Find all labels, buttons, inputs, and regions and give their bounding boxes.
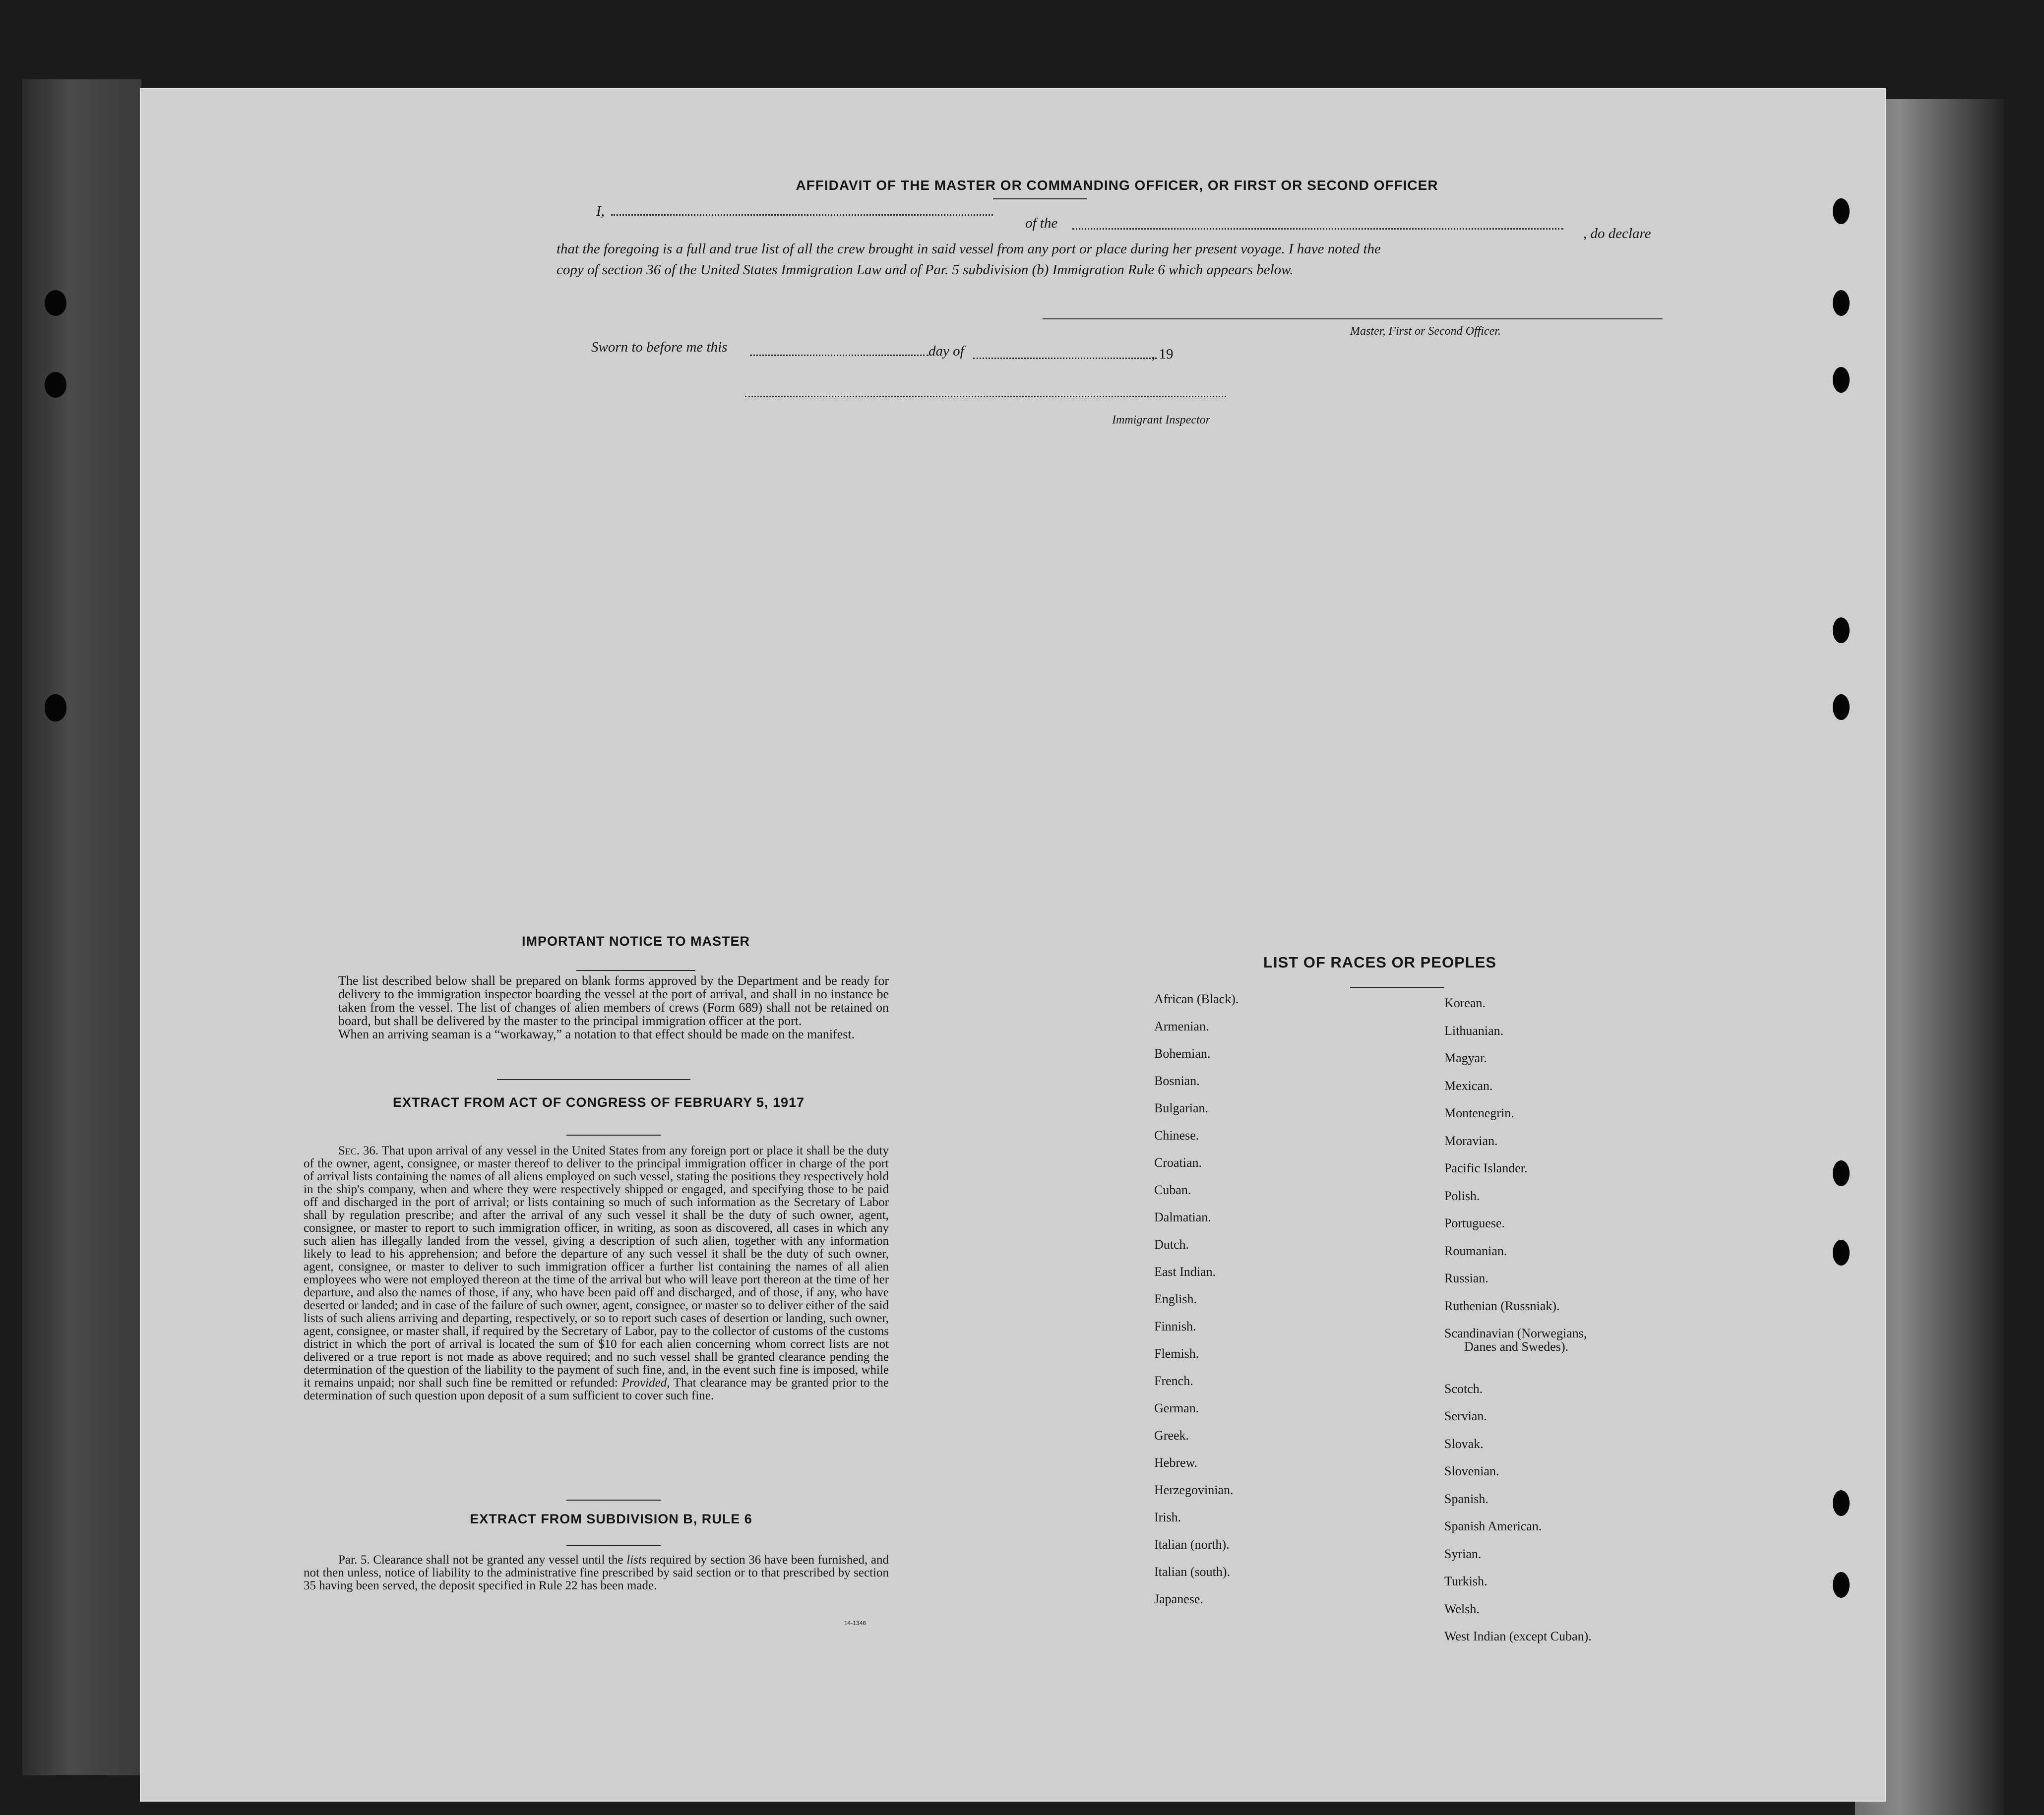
race-item: Bosnian. [1154, 1074, 1200, 1088]
sworn-prefix: Sworn to before me this [591, 339, 728, 355]
section-divider [566, 1500, 661, 1501]
binder-hole [45, 290, 66, 316]
races-title-rule [1350, 987, 1444, 988]
race-item: African (Black). [1154, 992, 1239, 1006]
notice-title-rule [576, 970, 695, 971]
races-title: LIST OF RACES OR PEOPLES [1263, 954, 1497, 971]
race-item: Portuguese. [1444, 1216, 1505, 1230]
binder-hole [1833, 617, 1850, 643]
affidavit-of-the-label: of the [1025, 215, 1058, 231]
extract-act-rule [566, 1135, 661, 1136]
extract-rule-rule [566, 1545, 661, 1546]
race-item: Magyar. [1444, 1051, 1487, 1065]
binder-spine-left [22, 79, 141, 1775]
notice-title: IMPORTANT NOTICE TO MASTER [522, 934, 750, 949]
binder-hole [1833, 1160, 1850, 1186]
race-item: Scotch. [1444, 1381, 1483, 1396]
race-item: Spanish. [1444, 1491, 1488, 1506]
race-item: Dutch. [1154, 1237, 1189, 1252]
race-item: Flemish. [1154, 1346, 1199, 1361]
binder-hole [1833, 198, 1850, 224]
section-divider [497, 1079, 690, 1080]
rule-lists-word: lists [626, 1553, 647, 1567]
race-item: Pacific Islander. [1444, 1161, 1528, 1175]
inspector-label: Immigrant Inspector [1112, 414, 1210, 426]
affidavit-sentence-2: copy of section 36 of the United States Immigration Law and of Par. 5 subdivision (b) Immigration Rule 6 which appears below. [557, 262, 1294, 278]
affidavit-declare-label: , do declare [1583, 226, 1651, 242]
race-item: Syrian. [1444, 1546, 1482, 1561]
race-item: Polish. [1444, 1188, 1480, 1203]
binder-hole [45, 696, 66, 722]
affidavit-title-rule [993, 198, 1087, 199]
race-item: Croatian. [1154, 1155, 1202, 1170]
race-item: Spanish American. [1444, 1519, 1542, 1533]
race-item: Irish. [1154, 1510, 1181, 1524]
notice-body [304, 974, 889, 1041]
race-item: Moravian. [1444, 1133, 1498, 1148]
sworn-month-blank [973, 358, 1157, 359]
affidavit-i-label: I, [596, 203, 605, 219]
affidavit-title: AFFIDAVIT OF THE MASTER OR COMMANDING OFFICER, OR FIRST OR SECOND OFFICER [796, 178, 1438, 193]
race-item: Russian. [1444, 1271, 1488, 1285]
binder-hole [1833, 694, 1850, 720]
sworn-day-of: day of [929, 343, 964, 359]
extract-act-title: EXTRACT FROM ACT OF CONGRESS OF FEBRUARY 5, 1917 [392, 1095, 805, 1110]
rule-text-b: required by section 36 have been furnished, and not then unless, notice of liability to the administrative fine prescribed by said section or to that prescribed by section 35 having been served, the deposit specified in Rule 22 has been made. [304, 1553, 889, 1592]
race-item: Korean. [1444, 996, 1486, 1010]
binder-hole [45, 372, 66, 398]
extract-act-body [304, 1145, 889, 1402]
extract-rule-body [304, 1554, 889, 1592]
race-item: Roumanian. [1444, 1243, 1507, 1258]
binder-hole [1833, 290, 1850, 316]
race-item: Slovak. [1444, 1436, 1484, 1451]
race-item: Bulgarian. [1154, 1101, 1209, 1115]
race-item: German. [1154, 1401, 1199, 1415]
race-item: Dalmatian. [1154, 1210, 1211, 1224]
master-signature-line [1043, 318, 1663, 319]
race-item: Italian (north). [1154, 1537, 1230, 1552]
affidavit-name-blank [611, 214, 993, 216]
proviso-label: Provided, [621, 1376, 670, 1390]
race-item: English. [1154, 1292, 1197, 1306]
race-item: East Indian. [1154, 1265, 1216, 1279]
race-item: Armenian. [1154, 1019, 1209, 1033]
race-item: Italian (south). [1154, 1565, 1231, 1579]
master-signature-label: Master, First or Second Officer. [1350, 325, 1501, 338]
race-item: Cuban. [1154, 1183, 1191, 1197]
race-item: Hebrew. [1154, 1455, 1198, 1470]
section-36-text: That upon arrival of any vessel in the United States from any foreign port or place it shall be the duty of the owner, agent, consignee, or master thereof to deliver to the principal immigration officer in charge of the port of arrival lists containing the names of all aliens employed on such vessel, stating the positions they respectively hold in the ship's company, when and where they were respectively shipped or engaged, and specifying those to be paid off and discharged in the port of arrival; or lists containing so much of such information as the Secretary of Labor shall by regulation prescribe; and after the arrival of any such vessel it shall be the duty of such owner, agent, consignee, or master to report to such immigration officer, in writing, as soon as discovered, all cases in which any such alien has illegally landed from the vessel, giving a description of such alien, together with any information likely to lead to his apprehension; and before the departure of any such vessel it shall be the duty of such owner, agent, consignee, or master to deliver to such immigration officer a further list containing the names of all alien employees who were not employed thereon at the time of the arrival but who will leave port thereon at the time of her departure, and also the names of those, if any, who have been paid off and discharged, and of those, if any, who have deserted or landed; and in case of the failure of such owner, agent, consignee, or master so to deliver either of the said lists of such aliens arriving and departing, respectively, or so to report such cases of desertion or landing, such owner, agent, consignee, or master shall, if required by the Secretary of Labor, pay to the collector of customs of the customs district in which the port of arrival is located the sum of $10 for each alien concerning whom correct lists are not delivered or a true report is not made as above required; and no such vessel shall be granted clearance pending the determination of the question of the liability to the payment of such fine, and, in the event such fine is imposed, while it remains unpaid; nor shall such fine be remitted or refunded: [304, 1144, 889, 1390]
document-page [140, 88, 1886, 1802]
affidavit-sentence-1: that the foregoing is a full and true list of all the crew brought in said vessel from any port or place during her present voyage. I have noted the [557, 241, 1381, 257]
sworn-day-blank [750, 355, 929, 356]
race-item: Finnish. [1154, 1319, 1196, 1333]
race-item: French. [1154, 1374, 1193, 1388]
binder-hole [1833, 367, 1850, 393]
race-item: Servian. [1444, 1409, 1487, 1423]
rule-text-a: Par. 5. Clearance shall not be granted any vessel until the [338, 1553, 623, 1567]
race-item: Herzegovinian. [1154, 1483, 1234, 1497]
race-item: Montenegrin. [1444, 1106, 1514, 1120]
sworn-year: , 19 [1152, 346, 1174, 362]
race-item: Mexican. [1444, 1078, 1493, 1093]
inspector-signature-line [745, 396, 1226, 397]
race-item: Japanese. [1154, 1592, 1203, 1606]
race-item: Scandinavian (Norwegians, [1444, 1326, 1587, 1340]
affidavit-vessel-blank [1072, 228, 1563, 230]
section-number: Sec. 36. [338, 1144, 379, 1157]
form-number: 14-1346 [844, 1620, 867, 1627]
race-item: Greek. [1154, 1428, 1189, 1443]
race-item: Bohemian. [1154, 1046, 1211, 1061]
notice-paragraph-2: When an arriving seaman is a “workaway,” a notation to that effect should be made on the manifest. [338, 1027, 855, 1041]
notice-paragraph-1: The list described below shall be prepared on blank forms approved by the Department and be ready for delivery to the immigration inspector boarding the vessel at the port of arrival, and shall in no instance be taken from the vessel. The list of changes of alien members of crews (Form 689) shall not be retained on board, but shall be delivered by the master to the principal immigration officer at the port. [338, 973, 889, 1028]
race-item: Welsh. [1444, 1601, 1480, 1616]
binder-hole [1833, 1572, 1850, 1598]
race-item: Turkish. [1444, 1574, 1487, 1588]
race-item: Lithuanian. [1444, 1023, 1504, 1038]
binder-hole [1833, 1490, 1850, 1516]
extract-rule-title: EXTRACT FROM SUBDIVISION B, RULE 6 [470, 1512, 752, 1526]
race-item: Slovenian. [1444, 1464, 1499, 1478]
race-item: Ruthenian (Russniak). [1444, 1298, 1560, 1313]
proviso-text: That clearance may be granted prior to the determination of such question upon deposit of a sum sufficient to cover such fine. [304, 1376, 889, 1402]
race-item: Danes and Swedes). [1464, 1339, 1569, 1354]
binder-hole [1833, 1240, 1850, 1266]
race-item: Chinese. [1154, 1128, 1199, 1143]
race-item: West Indian (except Cuban). [1444, 1629, 1592, 1643]
